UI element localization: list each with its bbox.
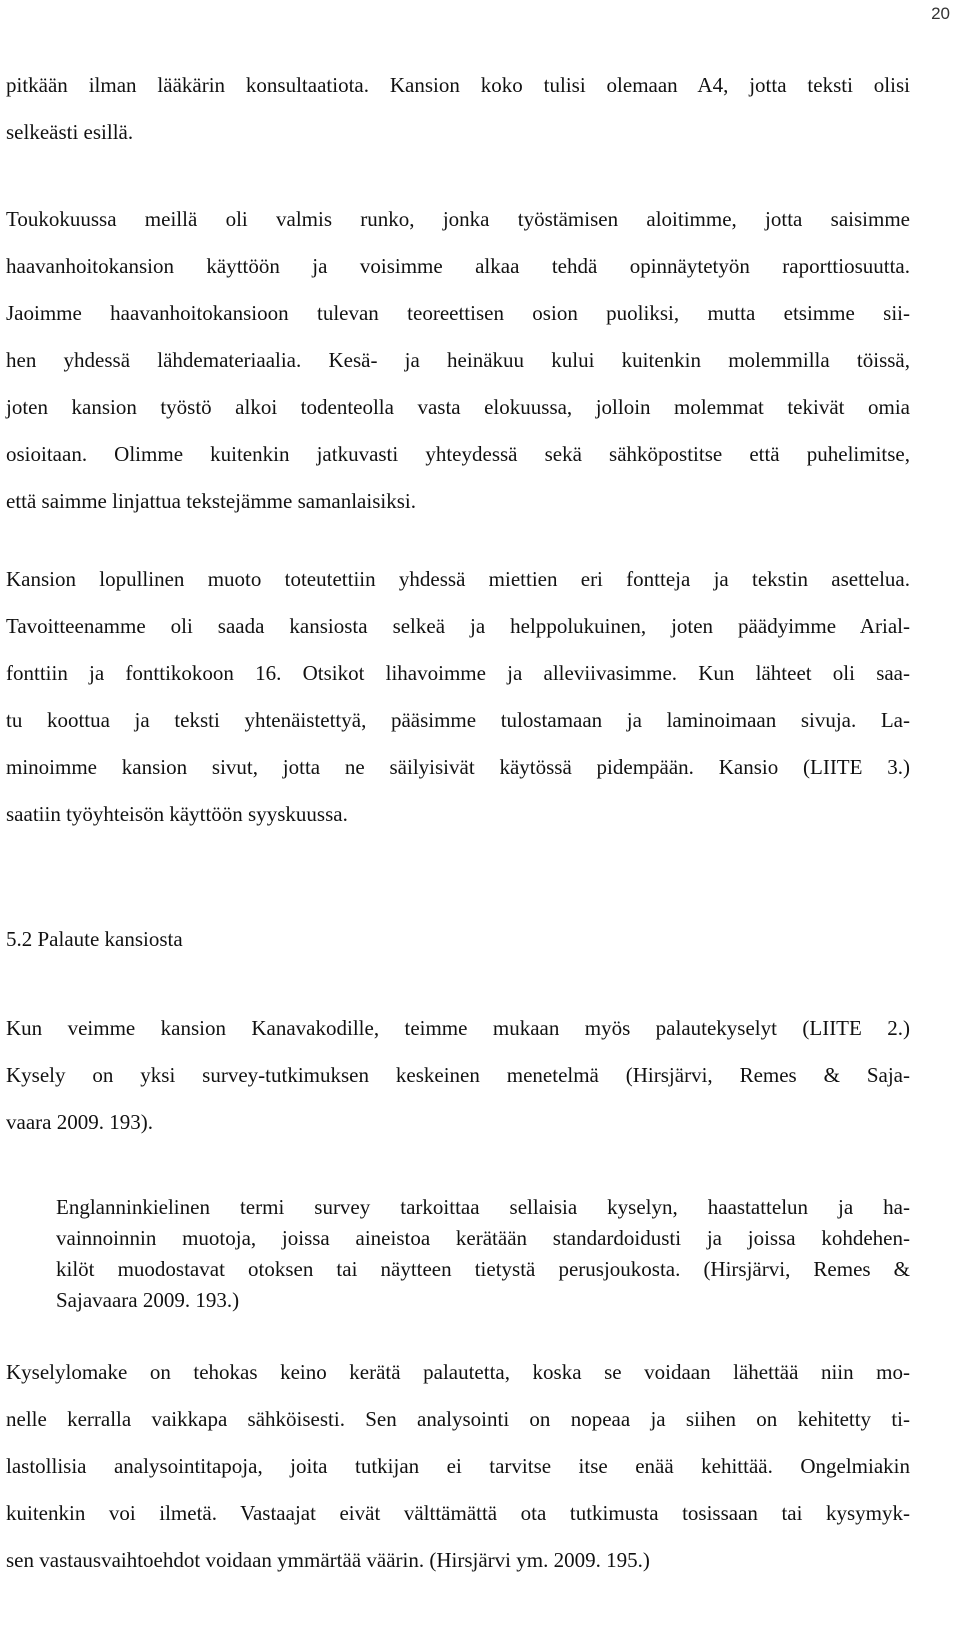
paragraph-section (6, 1005, 910, 1146)
text-line: pitkään ilman lääkärin konsultaatiota. Kansion koko tulisi olemaan A4, jotta teksti olisi (6, 73, 910, 97)
text-line: Kun veimme kansion Kanavakodille, teimme mukaan myös palautekyselyt (LIITE 2.) (6, 1016, 910, 1040)
text-line: hen yhdessä lähdemateriaalia. Kesä- ja heinäkuu kului kuitenkin molemmilla töissä, (6, 348, 910, 372)
text-line: joten kansion työstö alkoi todenteolla vasta elokuussa, jolloin molemmat tekivät omia (6, 395, 910, 419)
text-line: Jaoimme haavanhoitokansioon tulevan teoreettisen osion puoliksi, mutta etsimme sii- (6, 301, 910, 325)
text-line: vaara 2009. 193). (6, 1110, 153, 1134)
quote-line: Sajavaara 2009. 193.) (56, 1288, 240, 1312)
quote-line: vainnoinnin muotoja, joissa aineistoa kerätään standardoidusti ja joissa kohdehen- (56, 1226, 910, 1250)
paragraph-1 (6, 62, 910, 156)
text-line: että saimme linjattua tekstejämme samanlaisiksi. (6, 489, 416, 513)
text-line: saatiin työyhteisön käyttöön syyskuussa. (6, 802, 348, 826)
quote-line: kilöt muodostavat otoksen tai näytteen tietystä perusjoukosta. (Hirsjärvi, Remes & (56, 1257, 910, 1281)
text-line: haavanhoitokansion käyttöön ja voisimme alkaa tehdä opinnäytetyön raporttiosuutta. (6, 254, 910, 278)
text-line: Kyselylomake on tehokas keino kerätä palautetta, koska se voidaan lähettää niin mo- (6, 1360, 910, 1384)
quote-line: Englanninkielinen termi survey tarkoittaa sellaisia kyselyn, haastattelun ja ha- (56, 1195, 910, 1219)
section-heading: 5.2 Palaute kansiosta (6, 927, 183, 951)
text-line: fonttiin ja fonttikokoon 16. Otsikot lihavoimme ja alleviivasimme. Kun lähteet oli saa- (6, 661, 910, 685)
text-line: lastollisia analysointitapoja, joita tutkijan ei tarvitse itse enää kehittää. Ongelmiakin (6, 1454, 910, 1478)
text-line: kuitenkin voi ilmetä. Vastaajat eivät välttämättä ota tutkimusta tosissaan tai kysymyk- (6, 1501, 910, 1525)
text-line: selkeästi esillä. (6, 120, 134, 144)
text-line: nelle kerralla vaikkapa sähköisesti. Sen analysointi on nopeaa ja siihen on kehitetty ti- (6, 1407, 910, 1431)
text-line: Tavoitteenamme oli saada kansiosta selkeä ja helppolukuinen, joten päädyimme Arial- (6, 614, 910, 638)
page-number: 20 (931, 4, 950, 23)
text-line: Kansion lopullinen muoto toteutettiin yhdessä miettien eri fontteja ja tekstin asettelua. (6, 567, 910, 591)
text-line: minoimme kansion sivut, jotta ne säilyisivät käytössä pidempään. Kansio (LIITE 3.) (6, 755, 910, 779)
paragraph-final (6, 1349, 910, 1584)
paragraph-3 (6, 556, 910, 838)
text-line: osioitaan. Olimme kuitenkin jatkuvasti yhteydessä sekä sähköpostitse että puhelimitse, (6, 442, 910, 466)
text-line: tu koottua ja teksti yhtenäistettyä, pääsimme tulostamaan ja laminoimaan sivuja. La- (6, 708, 910, 732)
text-line: Toukokuussa meillä oli valmis runko, jonka työstämisen aloitimme, jotta saisimme (6, 207, 910, 231)
block-quote (56, 1192, 910, 1316)
text-line: Kysely on yksi survey-tutkimuksen keskeinen menetelmä (Hirsjärvi, Remes & Saja- (6, 1063, 910, 1087)
text-line: sen vastausvaihtoehdot voidaan ymmärtää väärin. (Hirsjärvi ym. 2009. 195.) (6, 1548, 650, 1572)
paragraph-2 (6, 196, 910, 525)
